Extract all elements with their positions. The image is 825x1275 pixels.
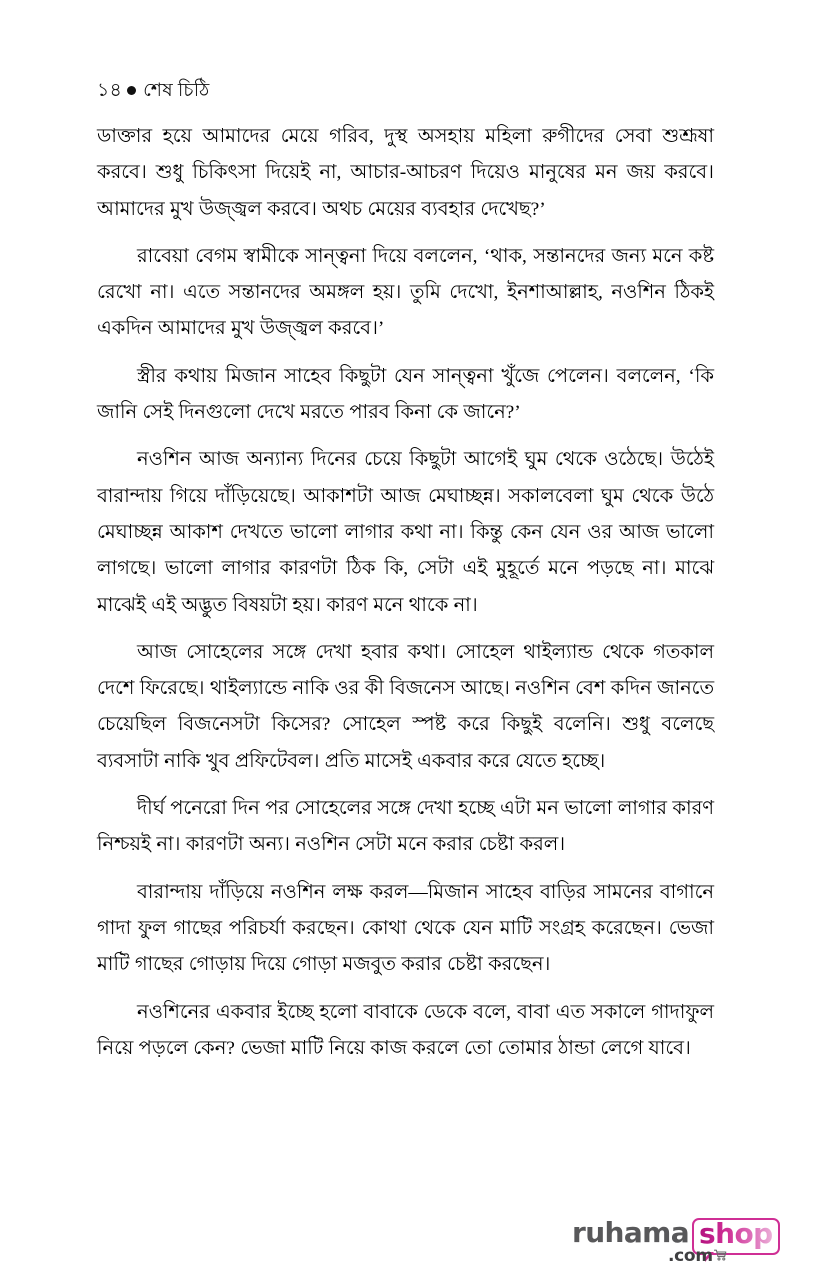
logo-tld-text: .com	[668, 1246, 713, 1266]
paragraph: নওশিনের একবার ইচ্ছে হলো বাবাকে ডেকে বলে, বাবা এত সকালে গাদাফুল নিয়ে পড়লে কেন? ভেজা মাটি নিয়ে কাজ করলে তো তোমার ঠান্ডা লেগে যাবে।	[97, 1001, 714, 1059]
bullet-icon	[127, 86, 136, 95]
paragraph: বারান্দায় দাঁড়িয়ে নওশিন লক্ষ করল—মিজান সাহেব বাড়ির সামনের বাগানে গাদা ফুল গাছের পরিচর্যা করছেন। কোথা থেকে যেন মাটি সংগ্রহ করেছেন। ভেজা মাটি গাছের গোড়ায় দিয়ে গোড়া মজবুত করার চেষ্টা করছেন।	[97, 881, 714, 976]
paragraph: দীর্ঘ পনেরো দিন পর সোহেলের সঙ্গে দেখা হচ্ছে এটা মন ভালো লাগার কারণ নিশ্চয়ই না। কারণটা অন্য। নওশিন সেটা মনে করার চেষ্টা করল।	[97, 798, 714, 856]
logo-brand-primary: ruhama	[572, 1216, 690, 1249]
book-title: শেষ চিঠি	[143, 80, 210, 101]
paragraph: আজ সোহেলের সঙ্গে দেখা হবার কথা। সোহেল থাইল্যান্ড থেকে গতকাল দেশে ফিরেছে। থাইল্যান্ডে নাকি ওর কী বিজনেস আছে। নওশিন বেশ কদিন জানতে চেয়েছিল বিজনেসটা কিসের? সোহেল স্পষ্ট করে কিছুই বলেনি। শুধু বলেছে ব্যবসাটা নাকি খুব প্রফিটেবল। প্রতি মাসেই একবার করে যেতে হচ্ছে।	[97, 641, 714, 772]
page-number: ১৪	[97, 80, 123, 101]
paragraph: স্ত্রীর কথায় মিজান সাহেব কিছুটা যেন সান্ত্বনা খুঁজে পেলেন। বললেন, ‘কি জানি সেই দিনগুলো দেখে মরতে পারব কিনা কে জানে?’	[97, 365, 714, 424]
paragraph: নওশিন আজ অন্যান্য দিনের চেয়ে কিছুটা আগেই ঘুম থেকে ওঠেছে। উঠেই বারান্দায় গিয়ে দাঁড়িয়েছে। আকাশটা আজ মেঘাচ্ছন্ন। সকালবেলা ঘুম থেকে উঠে মেঘাচ্ছন্ন আকাশ দেখতে ভালো লাগার কথা না। কিন্তু কেন যেন ওর আজ ভালো লাগছে। ভালো লাগার কারণটা ঠিক কি, সেটা এই মুহূর্তে মনে পড়ছে না। মাঝে মাঝেই এই অদ্ভুত বিষয়টা হয়। কারণ মনে থাকে না।	[97, 449, 714, 616]
shopping-cart-icon	[714, 1249, 727, 1264]
logo-brand-secondary: shop	[699, 1217, 773, 1250]
watermark-logo	[572, 1216, 773, 1270]
running-head	[97, 78, 713, 104]
page-text-body	[97, 119, 714, 1067]
paragraph: রাবেয়া বেগম স্বামীকে সান্ত্বনা দিয়ে বললেন, ‘থাক, সন্তানদের জন্য মনে কষ্ট রেখো না। এতে সন্তানদের অমঙ্গল হয়। তুমি দেখো, ইনশাআল্লাহ, নওশিন ঠিকই একদিন আমাদের মুখ উজ্জ্বল করবে।’	[97, 245, 714, 340]
paragraph: ডাক্তার হয়ে আমাদের মেয়ে গরিব, দুস্থ অসহায় মহিলা রুগীদের সেবা শুশ্রূষা করবে। শুধু চিকিৎসা দিয়েই না, আচার-আচরণ দিয়েও মানুষের মন জয় করবে। আমাদের মুখ উজ্জ্বল করবে। অথচ মেয়ের ব্যবহার দেখেছ?’	[97, 126, 714, 220]
logo-tld-row	[668, 1247, 727, 1266]
